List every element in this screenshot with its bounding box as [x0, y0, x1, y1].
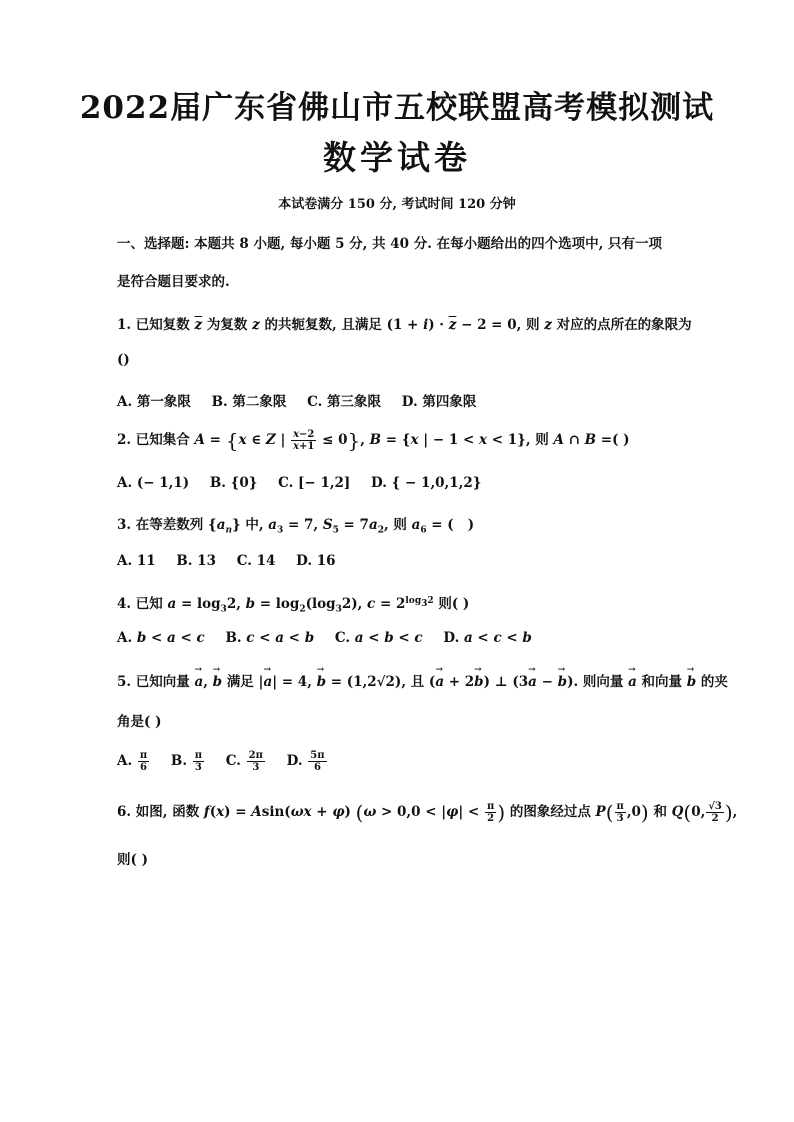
option-b: B. 13 — [176, 553, 216, 569]
math-a6: $a_6$ = ( ) — [411, 517, 475, 536]
question-1-blank: () — [117, 352, 130, 368]
math-point-p: P( $\frac{\pi}{3}$ ,0) — [595, 800, 649, 825]
question-3-options — [117, 553, 352, 569]
question-4: 4. 已知 $a = \log_32$, $b = \log_2(\log_32)$, $c = 2^{log_32}$ 则( ) — [117, 595, 470, 615]
exam-title: 2022届广东省佛山市五校联盟高考模拟测试 — [79, 90, 715, 126]
math-abc: $a = \log_32$, $b = \log_2(\log_32)$, $c = 2^{log_32}$ — [167, 595, 434, 615]
option-a: A. b < a < c — [117, 630, 205, 646]
option-a: A. 11 — [117, 553, 156, 569]
option-d: D. a < c < b — [443, 630, 532, 646]
exam-subject: 数学试卷 — [323, 138, 471, 177]
option-b: B. $\frac{\pi}{3}$ — [170, 750, 203, 773]
option-c: C. [− 1,2] — [278, 475, 351, 491]
option-b: B. {0} — [209, 475, 258, 491]
math-set-a: A = {x ∈ Z | $\frac{x-2}{x+1}$ ≤ 0}, B = {x | − 1 < x < 1} — [194, 428, 526, 453]
question-6-cont: 则( ) — [117, 852, 148, 868]
option-d: D. 第四象限 — [401, 394, 477, 410]
math-point-q: Q(0, $\frac{√3}{2}$ ), — [671, 800, 738, 825]
math-vectors: → a, → b — [195, 674, 223, 690]
question-3: 3. 在等差数列 $\{a_n\}$ 中, $a_3 = 7$, $S_5 = 7a_2$, 则 $a_6$ = ( ) — [117, 517, 475, 536]
question-6: 6. 如图, 函数 f(x) = Asin(ωx + φ) (ω > 0,0 < |φ| < $\frac{\pi}{2}$ ) 的图象经过点 P( $\frac{\pi}{3}$ ,0) 和 Q(0, $\frac{√3}{2}$ ), — [117, 800, 738, 825]
math-function: f(x) = Asin(ωx + φ) (ω > 0,0 < |φ| < $\frac{\pi}{2}$ ) — [203, 800, 506, 825]
option-c: C. 第三象限 — [307, 394, 382, 410]
section-intro-line-1: 一、选择题: 本题共 8 小题, 每小题 5 分, 共 40 分. 在每小题给出的四个选项中, 只有一项 — [117, 236, 663, 252]
option-a: A. (− 1,1) — [117, 475, 190, 491]
section-intro-line-2: 是符合题目要求的. — [117, 274, 230, 290]
option-d: D. $\frac{5\pi}{6}$ — [286, 750, 325, 773]
option-a: A. $\frac{\pi}{6}$ — [117, 750, 148, 773]
option-c: C. a < b < c — [334, 630, 423, 646]
question-5: 5. 已知向量 → a, → b 满足 |→ a| = 4, → b = (1,2√2), 且 (→ a + 2→ b) ⊥ (3→ a − → b). 则向量 → a 和向量 → b 的夹 — [117, 670, 728, 690]
math-intersection: A ∩ B =( ) — [553, 432, 630, 448]
option-a: A. 第一象限 — [117, 394, 191, 410]
option-d: D. 16 — [296, 553, 336, 569]
question-5-cont: 角是( ) — [117, 714, 162, 730]
option-c: C. $\frac{2\pi}{3}$ — [225, 750, 263, 773]
question-5-options — [117, 750, 344, 773]
math-conditions: $a_3 = 7$, $S_5 = 7a_2$ — [268, 517, 384, 536]
math-perpendicular: (→ a + 2→ b) ⊥ (3→ a − → b) — [429, 674, 574, 690]
question-1: 1. 已知复数 $\overline{z}$ 为复数 z 的共轭复数, 且满足 $(1 + i) \cdot \overline{z} - 2 = 0$, 则 z 对应的点所在的象限为 — [117, 317, 692, 333]
option-b: B. c < a < b — [225, 630, 315, 646]
question-1-options — [117, 390, 492, 410]
math-equation: $(1 + i) \cdot \overline{z} - 2 = 0$ — [386, 317, 517, 333]
math-zbar: $\overline{z}$ — [194, 317, 203, 333]
option-c: C. 14 — [236, 553, 276, 569]
question-2: 2. 已知集合 A = {x ∈ Z | $\frac{x-2}{x+1}$ ≤ 0}, B = {x | − 1 < x < 1}, 则 A ∩ B =( ) — [117, 428, 630, 453]
option-b: B. 第二象限 — [211, 394, 287, 410]
question-4-options — [117, 630, 548, 646]
math-sequence: $\{a_n\}$ — [208, 517, 241, 536]
exam-info: 本试卷满分 150 分, 考试时间 120 分钟 — [278, 197, 516, 212]
question-2-options — [117, 475, 497, 491]
option-d: D. { − 1,0,1,2} — [371, 475, 482, 491]
math-vector-conditions: |→ a| = 4, → b = (1,2√2) — [259, 674, 402, 690]
